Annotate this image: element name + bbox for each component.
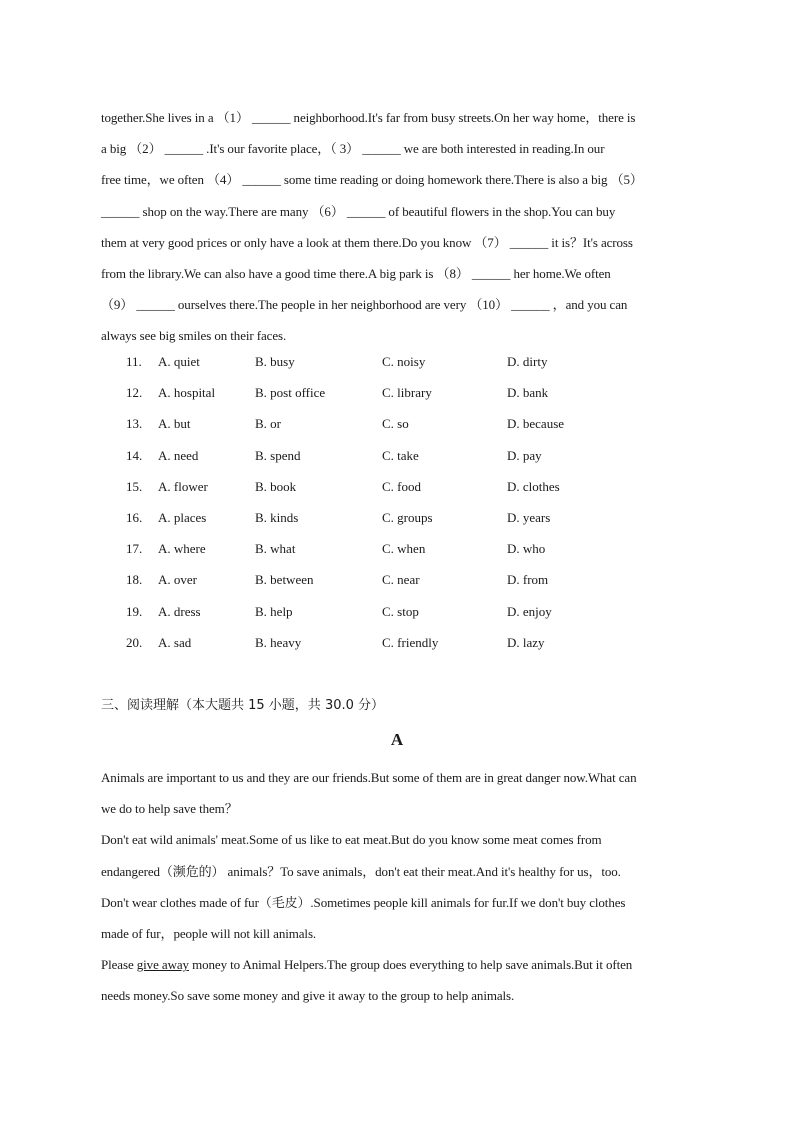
- question-number: 12.: [126, 385, 143, 401]
- option-row-18: [126, 564, 626, 595]
- part-title: A: [390, 730, 404, 749]
- option-d: D. because: [507, 416, 565, 432]
- option-row-11: [126, 346, 626, 377]
- option-b: B. heavy: [255, 634, 302, 650]
- cloze-line: （9） ______ ourselves there.The people in her neighborhood are very （10） ______ ，and you can: [101, 297, 628, 313]
- option-a: A. dress: [158, 603, 201, 619]
- option-row-13: [126, 408, 626, 439]
- cloze-line: together.She lives in a （1） ______ neighborhood.It's far from busy streets.On her way home，there is: [101, 110, 636, 125]
- question-number: 13.: [126, 416, 143, 432]
- option-a: A. places: [158, 509, 207, 525]
- option-row-16: [126, 502, 626, 533]
- option-row-17: [126, 533, 626, 564]
- option-a: A. but: [158, 416, 191, 432]
- option-c: C. stop: [382, 603, 419, 619]
- section-heading: 三、阅读理解（本大题共 15 小题，共 30.0 分）: [101, 698, 385, 713]
- option-b: B. kinds: [255, 509, 299, 525]
- passage-line: Animals are important to us and they are our friends.But some of them are in great danger now.What can: [101, 770, 637, 785]
- question-number: 20.: [126, 634, 143, 650]
- option-a: A. where: [158, 541, 206, 557]
- option-d: D. pay: [507, 447, 542, 463]
- option-b: B. spend: [255, 447, 301, 463]
- underlined-phrase: give away: [136, 957, 189, 973]
- option-d: D. who: [507, 541, 546, 557]
- question-number: 16.: [126, 509, 143, 525]
- cloze-passage: [101, 102, 701, 352]
- option-a: A. flower: [158, 478, 208, 494]
- option-c: C. take: [382, 447, 419, 463]
- option-d: D. bank: [507, 385, 549, 401]
- option-d: D. years: [507, 509, 551, 525]
- option-row-20: [126, 627, 626, 658]
- option-row-12: [126, 377, 626, 408]
- passage-text: money to Animal Helpers.The group does everything to help save animals.But it often: [188, 957, 633, 973]
- option-b: B. post office: [255, 385, 326, 401]
- passage-line: made of fur，people will not kill animals.: [101, 926, 317, 942]
- passage-line: Don't eat wild animals' meat.Some of us like to eat meat.But do you know some meat comes from: [101, 832, 602, 848]
- option-c: C. when: [382, 541, 426, 557]
- option-d: D. dirty: [507, 354, 548, 369]
- cloze-line: ______ shop on the way.There are many （6） ______ of beautiful flowers in the shop.You can buy: [101, 203, 616, 219]
- option-d: D. clothes: [507, 478, 560, 494]
- option-row-15: [126, 471, 626, 502]
- option-c: C. library: [382, 385, 432, 401]
- question-number: 11.: [126, 354, 142, 369]
- option-a: A. need: [158, 447, 199, 463]
- option-b: B. book: [255, 478, 297, 494]
- option-c: C. so: [382, 416, 409, 432]
- question-number: 18.: [126, 572, 143, 588]
- option-b: B. busy: [255, 354, 295, 369]
- option-c: C. friendly: [382, 634, 439, 650]
- passage-line: [101, 949, 701, 980]
- option-c: C. groups: [382, 509, 433, 525]
- option-a: A. quiet: [158, 354, 200, 369]
- cloze-line: a big （2） ______ .It's our favorite place，（ 3） ______ we are both interested in reading.In our: [101, 141, 605, 157]
- question-number: 19.: [126, 603, 143, 619]
- option-row-14: [126, 440, 626, 471]
- answer-options: [126, 346, 626, 658]
- question-number: 17.: [126, 541, 143, 557]
- option-d: D. enjoy: [507, 603, 552, 619]
- option-c: C. food: [382, 478, 421, 494]
- question-number: 15.: [126, 478, 143, 494]
- option-a: A. hospital: [158, 385, 216, 401]
- cloze-line: free time，we often （4） ______ some time reading or doing homework there.There is also a big （5）: [101, 172, 643, 188]
- option-b: B. or: [255, 416, 281, 432]
- option-c: C. noisy: [382, 354, 426, 369]
- cloze-line: them at very good prices or only have a look at them there.Do you know （7） ______ it is？It's across: [101, 234, 633, 250]
- option-b: B. help: [255, 603, 293, 619]
- cloze-line: from the library.We can also have a good time there.A big park is （8） ______ her home.We often: [101, 266, 611, 282]
- passage-text: Please: [101, 957, 137, 973]
- option-d: D. from: [507, 572, 549, 588]
- passage-line: endangered（濒危的） animals？To save animals，don't eat their meat.And it's healthy for us，too.: [101, 863, 621, 879]
- passage-line: needs money.So save some money and give it away to the group to help animals.: [101, 988, 515, 1004]
- option-row-19: [126, 596, 626, 627]
- passage-line: we do to help save them？: [101, 801, 238, 817]
- option-b: B. between: [255, 572, 314, 588]
- option-c: C. near: [382, 572, 420, 588]
- option-b: B. what: [255, 541, 296, 557]
- question-number: 14.: [126, 447, 143, 463]
- passage-line: Don't wear clothes made of fur（毛皮）.Sometimes people kill animals for fur.If we don't buy clothes: [101, 894, 626, 910]
- cloze-line: always see big smiles on their faces.: [101, 328, 287, 344]
- option-a: A. over: [158, 572, 197, 588]
- option-a: A. sad: [158, 634, 192, 650]
- reading-passage: [101, 762, 701, 1012]
- option-d: D. lazy: [507, 634, 545, 650]
